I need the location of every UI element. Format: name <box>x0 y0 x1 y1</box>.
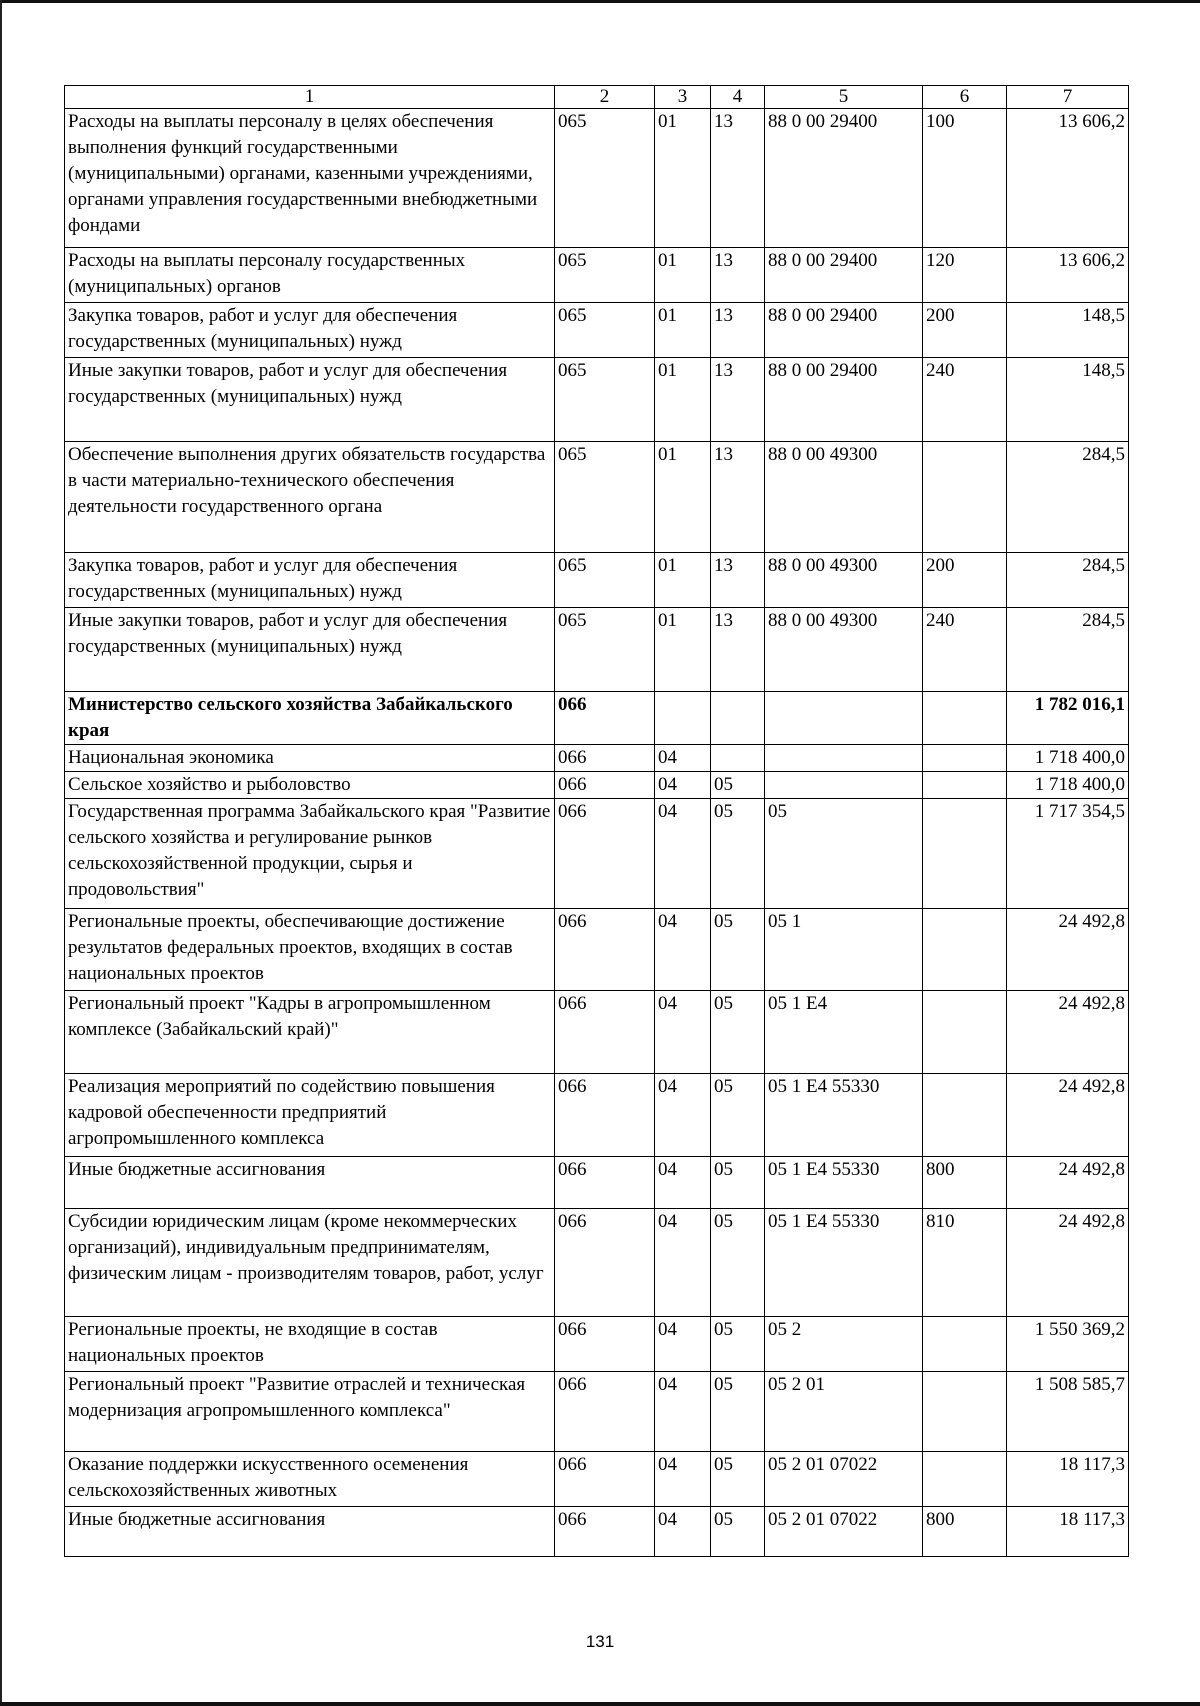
row-ministry-code: 066 <box>555 991 655 1074</box>
table-header-row <box>65 86 1129 109</box>
row-section: 04 <box>655 745 711 772</box>
row-ministry-code: 066 <box>555 909 655 991</box>
row-ministry-code: 066 <box>555 772 655 799</box>
row-section: 04 <box>655 991 711 1074</box>
row-subsection: 13 <box>711 248 765 303</box>
column-header: 2 <box>555 86 655 109</box>
row-amount: 13 606,2 <box>1007 109 1129 248</box>
row-subsection: 13 <box>711 608 765 692</box>
column-header: 1 <box>65 86 555 109</box>
row-ministry-code: 066 <box>555 1317 655 1372</box>
page-number: 131 <box>585 1632 615 1651</box>
row-amount: 284,5 <box>1007 442 1129 553</box>
row-section: 04 <box>655 1317 711 1372</box>
row-subsection: 05 <box>711 1452 765 1507</box>
row-target-article <box>765 692 923 745</box>
row-amount: 1 550 369,2 <box>1007 1317 1129 1372</box>
table-row <box>65 608 1129 692</box>
table-row <box>65 303 1129 358</box>
row-name: Национальная экономика <box>65 745 555 772</box>
row-target-article: 05 1 Е4 55330 <box>765 1074 923 1157</box>
row-amount: 1 782 016,1 <box>1007 692 1129 745</box>
row-target-article: 88 0 00 29400 <box>765 303 923 358</box>
table-row <box>65 1157 1129 1209</box>
row-name: Государственная программа Забайкальского края "Развитие сельского хозяйства и регулирование рынков сельскохозяйственной продукции, сырья и продовольствия" <box>65 799 555 909</box>
row-section: 04 <box>655 799 711 909</box>
row-name: Региональные проекты, не входящие в состав национальных проектов <box>65 1317 555 1372</box>
row-subsection: 13 <box>711 358 765 442</box>
row-subsection: 05 <box>711 1317 765 1372</box>
row-amount: 148,5 <box>1007 358 1129 442</box>
row-ministry-code: 066 <box>555 745 655 772</box>
row-name: Министерство сельского хозяйства Забайкальского края <box>65 692 555 745</box>
row-section: 01 <box>655 608 711 692</box>
row-ministry-code: 065 <box>555 358 655 442</box>
table-row <box>65 442 1129 553</box>
row-subsection: 13 <box>711 442 765 553</box>
table-row <box>65 991 1129 1074</box>
row-subsection: 05 <box>711 1507 765 1557</box>
row-subsection: 05 <box>711 799 765 909</box>
table-row <box>65 1507 1129 1557</box>
table-row <box>65 772 1129 799</box>
row-expense-type <box>923 745 1007 772</box>
table-row <box>65 799 1129 909</box>
row-name: Закупка товаров, работ и услуг для обеспечения государственных (муниципальных) нужд <box>65 553 555 608</box>
row-expense-type: 800 <box>923 1507 1007 1557</box>
row-subsection: 05 <box>711 909 765 991</box>
row-ministry-code: 066 <box>555 1074 655 1157</box>
row-target-article: 88 0 00 49300 <box>765 608 923 692</box>
row-amount: 284,5 <box>1007 608 1129 692</box>
row-amount: 24 492,8 <box>1007 991 1129 1074</box>
table-row <box>65 909 1129 991</box>
row-ministry-code: 066 <box>555 1157 655 1209</box>
row-ministry-code: 065 <box>555 303 655 358</box>
row-target-article: 88 0 00 29400 <box>765 248 923 303</box>
column-header: 3 <box>655 86 711 109</box>
row-target-article: 88 0 00 29400 <box>765 358 923 442</box>
column-header: 6 <box>923 86 1007 109</box>
row-amount: 18 117,3 <box>1007 1452 1129 1507</box>
row-amount: 18 117,3 <box>1007 1507 1129 1557</box>
row-amount: 284,5 <box>1007 553 1129 608</box>
row-name: Сельское хозяйство и рыболовство <box>65 772 555 799</box>
row-ministry-code: 065 <box>555 442 655 553</box>
table-row <box>65 745 1129 772</box>
scan-left-edge <box>0 0 2 1706</box>
row-section: 04 <box>655 1209 711 1317</box>
row-section: 01 <box>655 248 711 303</box>
row-ministry-code: 066 <box>555 692 655 745</box>
table-row <box>65 109 1129 248</box>
row-target-article: 88 0 00 49300 <box>765 442 923 553</box>
row-amount: 1 718 400,0 <box>1007 745 1129 772</box>
row-target-article: 05 2 01 07022 <box>765 1507 923 1557</box>
row-ministry-code: 066 <box>555 1507 655 1557</box>
row-expense-type: 200 <box>923 303 1007 358</box>
row-expense-type: 120 <box>923 248 1007 303</box>
row-target-article: 05 <box>765 799 923 909</box>
row-expense-type: 800 <box>923 1157 1007 1209</box>
row-target-article: 05 2 01 07022 <box>765 1452 923 1507</box>
row-section: 01 <box>655 553 711 608</box>
row-section: 04 <box>655 909 711 991</box>
row-expense-type <box>923 1074 1007 1157</box>
row-target-article: 05 1 <box>765 909 923 991</box>
row-expense-type: 100 <box>923 109 1007 248</box>
row-expense-type: 810 <box>923 1209 1007 1317</box>
row-expense-type: 240 <box>923 358 1007 442</box>
row-subsection: 05 <box>711 1157 765 1209</box>
table-row <box>65 1317 1129 1372</box>
row-amount: 24 492,8 <box>1007 1209 1129 1317</box>
row-ministry-code: 066 <box>555 1452 655 1507</box>
row-subsection: 05 <box>711 1074 765 1157</box>
row-name: Иные закупки товаров, работ и услуг для обеспечения государственных (муниципальных) нужд <box>65 608 555 692</box>
row-section: 01 <box>655 109 711 248</box>
row-section <box>655 692 711 745</box>
row-ministry-code: 065 <box>555 553 655 608</box>
row-ministry-code: 065 <box>555 608 655 692</box>
row-expense-type <box>923 692 1007 745</box>
row-subsection: 13 <box>711 553 765 608</box>
table-row <box>65 1372 1129 1452</box>
row-section: 01 <box>655 442 711 553</box>
row-target-article: 88 0 00 49300 <box>765 553 923 608</box>
row-amount: 24 492,8 <box>1007 1157 1129 1209</box>
row-name: Расходы на выплаты персоналу государственных (муниципальных) органов <box>65 248 555 303</box>
scan-bottom-edge <box>0 1702 1200 1706</box>
row-name: Иные бюджетные ассигнования <box>65 1157 555 1209</box>
row-name: Региональный проект "Развитие отраслей и техническая модернизация агропромышленного комплекса" <box>65 1372 555 1452</box>
row-expense-type <box>923 1452 1007 1507</box>
row-section: 01 <box>655 303 711 358</box>
row-name: Обеспечение выполнения других обязательств государства в части материально-технического обеспечения деятельности государственного органа <box>65 442 555 553</box>
row-name: Субсидии юридическим лицам (кроме некоммерческих организаций), индивидуальным предпринимателям, физическим лицам - производителям товаров, работ, услуг <box>65 1209 555 1317</box>
row-target-article: 05 2 <box>765 1317 923 1372</box>
row-subsection: 05 <box>711 1372 765 1452</box>
row-subsection: 13 <box>711 109 765 248</box>
row-ministry-code: 066 <box>555 1372 655 1452</box>
column-header: 7 <box>1007 86 1129 109</box>
row-amount: 24 492,8 <box>1007 1074 1129 1157</box>
row-name: Иные закупки товаров, работ и услуг для обеспечения государственных (муниципальных) нужд <box>65 358 555 442</box>
row-target-article <box>765 745 923 772</box>
row-section: 04 <box>655 1157 711 1209</box>
row-subsection <box>711 692 765 745</box>
budget-table <box>64 85 1129 1557</box>
row-expense-type <box>923 991 1007 1074</box>
row-expense-type <box>923 909 1007 991</box>
row-ministry-code: 066 <box>555 1209 655 1317</box>
row-expense-type: 240 <box>923 608 1007 692</box>
row-name: Закупка товаров, работ и услуг для обеспечения государственных (муниципальных) нужд <box>65 303 555 358</box>
row-name: Реализация мероприятий по содействию повышения кадровой обеспеченности предприятий агропромышленного комплекса <box>65 1074 555 1157</box>
row-ministry-code: 065 <box>555 109 655 248</box>
row-section: 04 <box>655 1372 711 1452</box>
row-name: Региональный проект "Кадры в агропромышленном комплексе (Забайкальский край)" <box>65 991 555 1074</box>
row-subsection: 05 <box>711 991 765 1074</box>
row-target-article: 05 1 Е4 55330 <box>765 1209 923 1317</box>
row-subsection: 05 <box>711 772 765 799</box>
row-target-article: 05 1 Е4 <box>765 991 923 1074</box>
row-target-article: 88 0 00 29400 <box>765 109 923 248</box>
row-section: 04 <box>655 1452 711 1507</box>
row-section: 04 <box>655 1074 711 1157</box>
row-name: Иные бюджетные ассигнования <box>65 1507 555 1557</box>
table-row <box>65 1452 1129 1507</box>
table-row <box>65 248 1129 303</box>
table-row <box>65 1074 1129 1157</box>
row-amount: 1 718 400,0 <box>1007 772 1129 799</box>
row-expense-type <box>923 772 1007 799</box>
row-amount: 1 508 585,7 <box>1007 1372 1129 1452</box>
row-ministry-code: 065 <box>555 248 655 303</box>
row-subsection: 05 <box>711 1209 765 1317</box>
table-row <box>65 358 1129 442</box>
row-ministry-code: 066 <box>555 799 655 909</box>
row-expense-type <box>923 799 1007 909</box>
table-row <box>65 1209 1129 1317</box>
table-body <box>65 109 1129 1557</box>
scan-top-edge <box>0 0 1200 3</box>
row-target-article: 05 1 Е4 55330 <box>765 1157 923 1209</box>
table-row <box>65 553 1129 608</box>
row-target-article <box>765 772 923 799</box>
row-expense-type <box>923 442 1007 553</box>
row-amount: 148,5 <box>1007 303 1129 358</box>
row-expense-type <box>923 1317 1007 1372</box>
column-header: 4 <box>711 86 765 109</box>
row-target-article: 05 2 01 <box>765 1372 923 1452</box>
row-section: 04 <box>655 772 711 799</box>
row-section: 01 <box>655 358 711 442</box>
row-amount: 24 492,8 <box>1007 909 1129 991</box>
row-name: Региональные проекты, обеспечивающие достижение результатов федеральных проектов, входящих в состав национальных проектов <box>65 909 555 991</box>
row-amount: 1 717 354,5 <box>1007 799 1129 909</box>
row-section: 04 <box>655 1507 711 1557</box>
row-expense-type: 200 <box>923 553 1007 608</box>
row-subsection: 13 <box>711 303 765 358</box>
column-header: 5 <box>765 86 923 109</box>
row-subsection <box>711 745 765 772</box>
row-name: Расходы на выплаты персоналу в целях обеспечения выполнения функций государственными (муниципальными) органами, казенными учреждениями, органами управления государственными внебюджетными фондами <box>65 109 555 248</box>
row-amount: 13 606,2 <box>1007 248 1129 303</box>
row-expense-type <box>923 1372 1007 1452</box>
row-name: Оказание поддержки искусственного осеменения сельскохозяйственных животных <box>65 1452 555 1507</box>
table-row <box>65 692 1129 745</box>
